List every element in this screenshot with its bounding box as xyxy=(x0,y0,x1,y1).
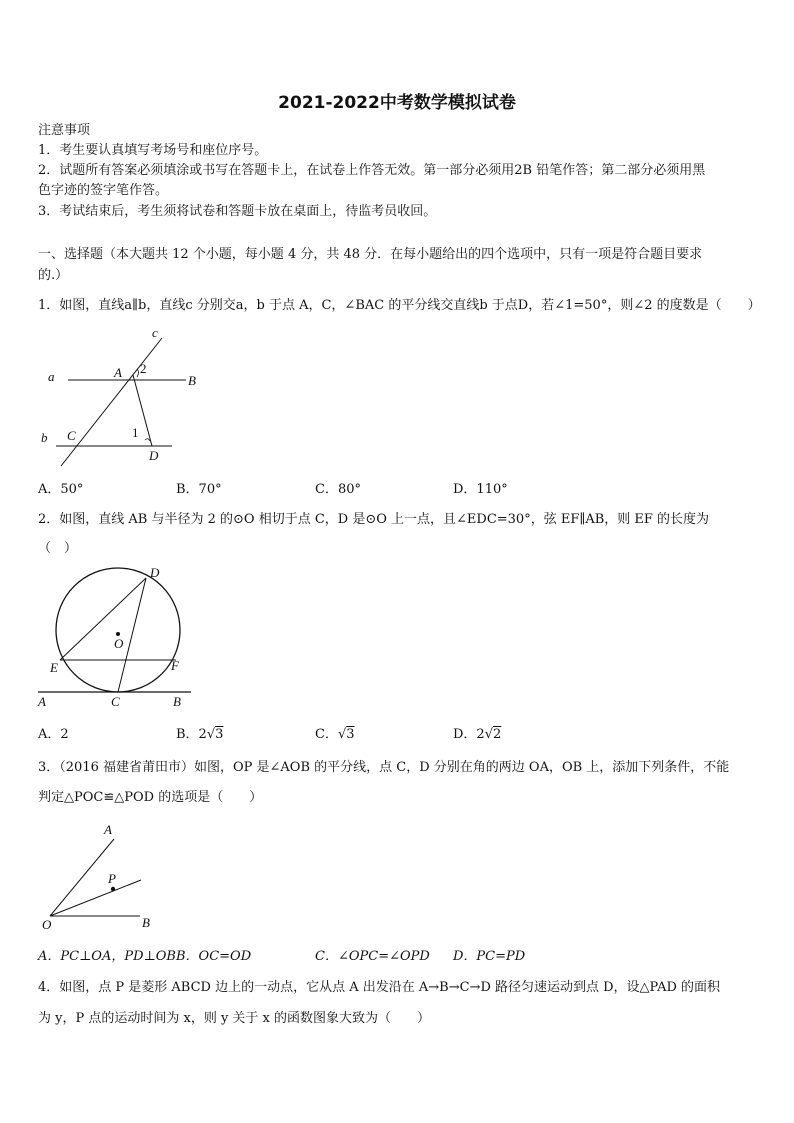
point-p xyxy=(111,887,115,891)
q2-stem-cont: （ ） xyxy=(38,541,78,556)
notes-heading: 注意事项 xyxy=(38,123,91,138)
q2-option-b-text: B．2 xyxy=(176,727,207,742)
note-item: 3．考试结束后，考生须将试卷和答题卡放在桌面上，待监考员收回。 xyxy=(38,204,437,219)
q1-options xyxy=(38,478,760,498)
ray-op xyxy=(50,880,141,916)
q1-figure xyxy=(36,323,206,473)
label-D: D xyxy=(149,448,159,463)
sqrt-icon: √ xyxy=(484,727,493,742)
q3-options xyxy=(38,945,760,965)
q4-stem: 4．如图，点 P 是菱形 ABCD 边上的一动点，它从点 A 出发沿在 A→B→C→D 路径匀速运动到点 D，设△PAD 的面积 xyxy=(38,980,721,995)
q2-figure xyxy=(36,562,196,710)
note-item: 1．考生要认真填写考场号和座位序号。 xyxy=(38,143,268,158)
label-C: C xyxy=(111,694,120,709)
ray-oa xyxy=(50,839,114,916)
q2-options xyxy=(38,723,760,743)
label-C: C xyxy=(67,428,76,443)
q1-option-b[interactable]: B．70° xyxy=(176,482,222,497)
label-B: B xyxy=(142,915,150,930)
q2-option-d-text: D．2 xyxy=(453,727,485,742)
sqrt-icon: √ xyxy=(206,727,216,742)
segment-ed xyxy=(60,578,146,660)
label-b: b xyxy=(41,430,48,445)
q3-option-a[interactable]: A．PC⊥OA，PD⊥OB xyxy=(38,949,176,964)
label-O: O xyxy=(114,636,124,651)
radicand: 3 xyxy=(215,727,224,742)
label-O: O xyxy=(42,917,52,932)
label-2: 2 xyxy=(140,361,147,376)
q3-option-d[interactable]: D．PC=PD xyxy=(453,949,526,964)
label-B: B xyxy=(173,694,181,709)
q3-figure xyxy=(36,820,166,935)
note-item: 2．试题所有答案必须填涂或书写在答题卡上，在试卷上作答无效。第一部分必须用2B 铅笔作答；第二部分必须用黑 xyxy=(38,163,706,178)
label-P: P xyxy=(108,871,116,886)
q2-option-c[interactable] xyxy=(315,723,355,742)
label-D: D xyxy=(150,565,160,580)
label-A: A xyxy=(114,365,122,380)
q2-option-b[interactable] xyxy=(176,723,223,742)
label-B: B xyxy=(188,373,196,388)
q3-stem-cont: 判定△POC≌△POD 的选项是（ ） xyxy=(38,790,263,805)
label-A: A xyxy=(104,822,112,837)
segment-dc xyxy=(118,578,146,692)
q2-option-d[interactable] xyxy=(453,723,501,742)
circle-o xyxy=(56,568,180,692)
line-c xyxy=(61,338,162,466)
radicand: 3 xyxy=(346,727,355,742)
q2-option-c-text: C． xyxy=(315,727,338,742)
label-1: 1 xyxy=(132,425,139,440)
q4-stem-cont: 为 y，P 点的运动时间为 x，则 y 关于 x 的函数图象大致为（ ） xyxy=(38,1011,431,1026)
section-heading-cont: 的.） xyxy=(38,268,69,283)
q2-stem: 2．如图，直线 AB 与半径为 2 的⊙O 相切于点 C，D 是⊙O 上一点，且∠EDC=30°，弦 EF∥AB，则 EF 的长度为 xyxy=(38,512,710,527)
q1-option-d[interactable]: D．110° xyxy=(453,482,508,497)
page-title: 2021-2022中考数学模拟试卷 xyxy=(278,93,516,113)
q2-option-a[interactable]: A．2 xyxy=(38,727,69,742)
label-a: a xyxy=(48,369,55,384)
q1-stem: 1．如图，直线a∥b，直线c 分别交a，b 于点 A，C，∠BAC 的平分线交直线b 于点D，若∠1=50°，则∠2 的度数是（ ） xyxy=(38,298,761,313)
note-item: 色字迹的签字笔作答。 xyxy=(38,183,169,198)
label-E: E xyxy=(50,660,58,675)
label-A: A xyxy=(38,694,46,709)
label-c: c xyxy=(152,325,158,340)
q3-option-b[interactable]: B．OC=OD xyxy=(176,949,252,964)
section-heading: 一、选择题（本大题共 12 个小题，每小题 4 分，共 48 分．在每小题给出的四个选项中，只有一项是符合题目要求 xyxy=(38,247,703,262)
q1-option-c[interactable]: C．80° xyxy=(315,482,361,497)
sqrt-icon: √ xyxy=(337,727,347,742)
label-F: F xyxy=(171,658,179,673)
q3-option-c[interactable]: C．∠OPC=∠OPD xyxy=(315,949,430,964)
q1-option-a[interactable]: A．50° xyxy=(38,482,84,497)
angle-1-arc xyxy=(145,439,150,441)
radicand: 2 xyxy=(493,727,502,742)
q3-stem: 3．（2016 福建省莆田市）如图，OP 是∠AOB 的平分线，点 C，D 分别在角的两边 OA，OB 上，添加下列条件，不能 xyxy=(38,760,730,775)
